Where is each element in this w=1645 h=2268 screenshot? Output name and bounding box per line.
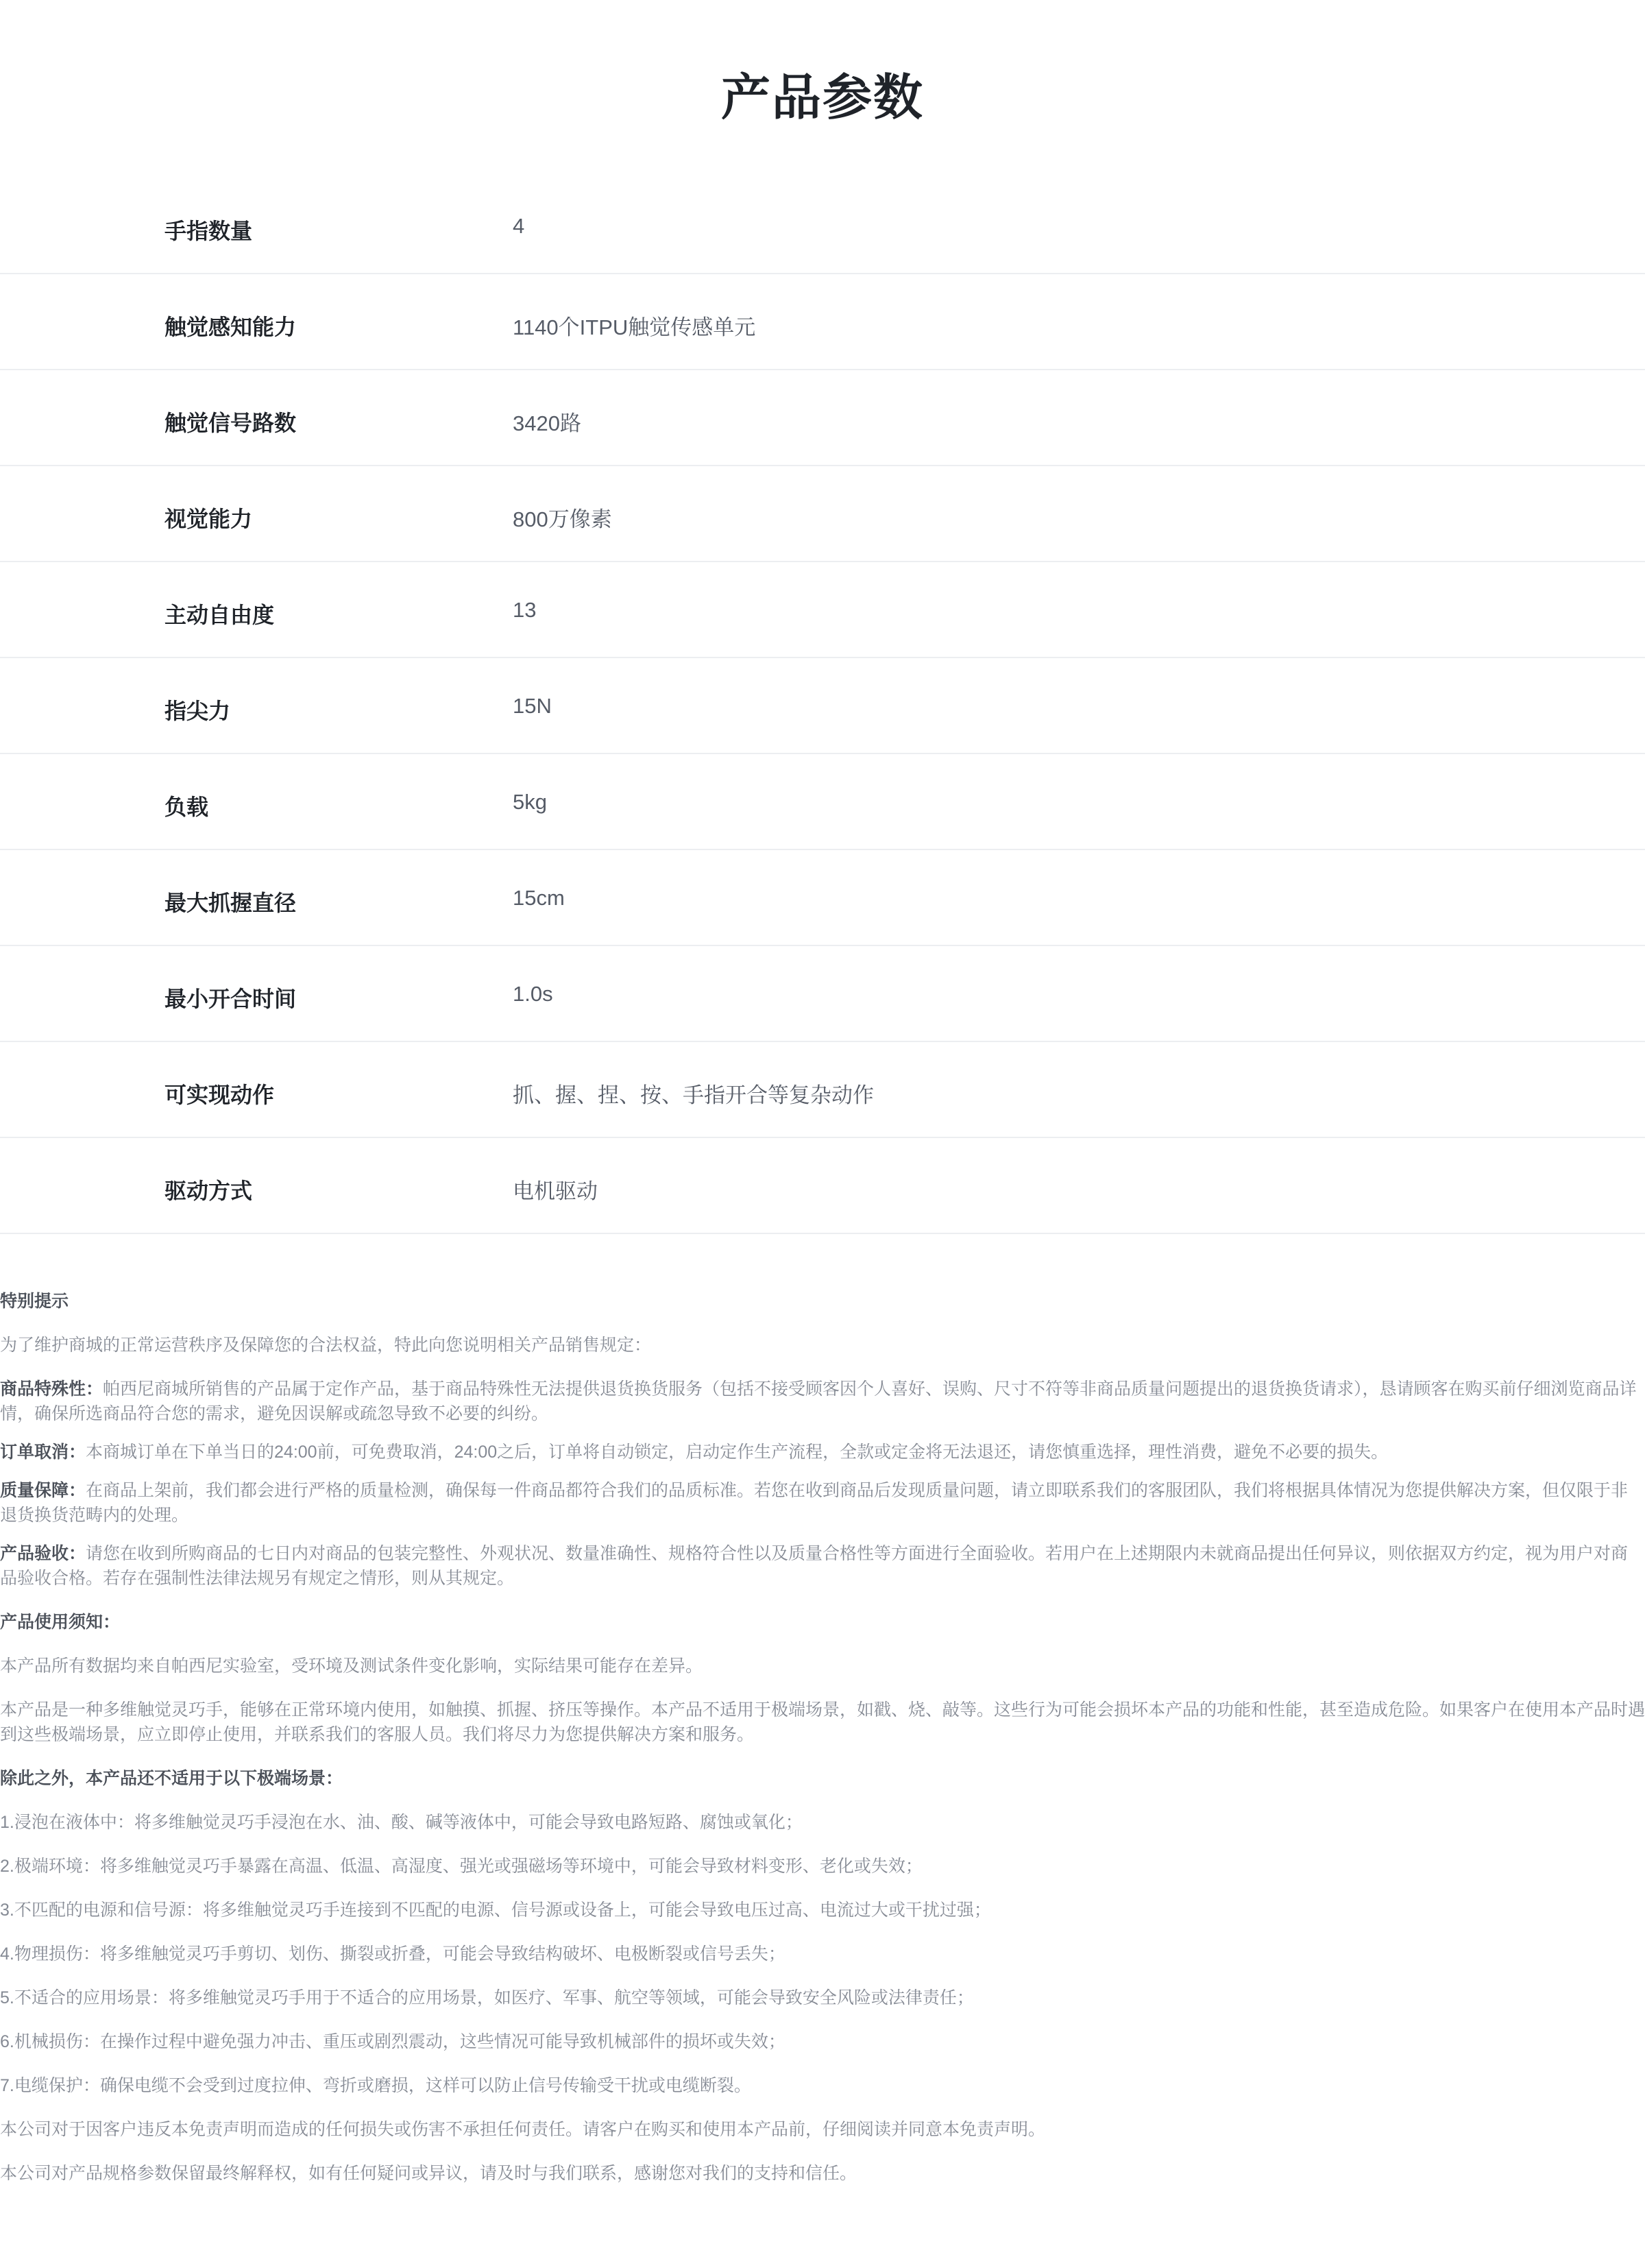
spec-row bbox=[0, 466, 1645, 562]
spec-value: 15N bbox=[513, 694, 552, 718]
clause-text: 请您在收到所购商品的七日内对商品的包装完整性、外观状况、数量准确性、规格符合性以及质量合格性等方面进行全面验收。若用户在上述期限内未就商品提出任何异议，则依据双方约定，视为用户对商品验收合格。若存在强制性法律法规另有规定之情形，则从其规定。 bbox=[0, 1544, 1629, 1588]
spec-label: 驱动方式 bbox=[164, 1179, 253, 1203]
spec-value: 4 bbox=[513, 214, 525, 238]
clause-term: 订单取消： bbox=[0, 1443, 86, 1462]
extreme-item: 3.不匹配的电源和信号源：将多维触觉灵巧手连接到不匹配的电源、信号源或设备上，可能会导致电压过高、电流过大或干扰过强； bbox=[0, 1901, 991, 1920]
notice-intro: 为了维护商城的正常运营秩序及保障您的合法权益，特此向您说明相关产品销售规定： bbox=[0, 1336, 652, 1355]
spec-label: 视觉能力 bbox=[164, 507, 253, 531]
spec-label: 最大抓握直径 bbox=[164, 891, 297, 915]
spec-label: 手指数量 bbox=[164, 219, 253, 243]
spec-value: 13 bbox=[513, 598, 537, 622]
notice-section bbox=[0, 1289, 1645, 2186]
spec-label: 负载 bbox=[164, 795, 209, 819]
clause-quality bbox=[0, 1478, 1645, 1528]
clause-term: 产品验收： bbox=[0, 1544, 86, 1563]
spec-label: 主动自由度 bbox=[164, 603, 275, 627]
spec-label: 指尖力 bbox=[164, 699, 231, 723]
spec-value: 800万像素 bbox=[513, 507, 612, 531]
extreme-heading: 除此之外，本产品还不适用于以下极端场景： bbox=[0, 1769, 343, 1788]
spec-value: 电机驱动 bbox=[513, 1179, 598, 1203]
clause-text: 在商品上架前，我们都会进行严格的质量检测，确保每一件商品都符合我们的品质标准。若您在收到商品后发现质量问题，请立即联系我们的客服团队，我们将根据具体情况为您提供解决方案，但仅限于非退货换货范畴内的处理。 bbox=[0, 1481, 1629, 1525]
clause-term: 质量保障： bbox=[0, 1481, 86, 1500]
spec-row bbox=[0, 274, 1645, 370]
notice-heading: 特别提示 bbox=[0, 1292, 69, 1311]
clause-acceptance bbox=[0, 1541, 1645, 1591]
spec-row bbox=[0, 370, 1645, 466]
spec-label: 触觉感知能力 bbox=[164, 315, 297, 339]
spec-row bbox=[0, 562, 1645, 658]
extreme-item: 7.电缆保护：确保电缆不会受到过度拉伸、弯折或磨损，这样可以防止信号传输受干扰或电缆断裂。 bbox=[0, 2076, 751, 2095]
spec-row bbox=[0, 850, 1645, 946]
page-title: 产品参数 bbox=[720, 71, 924, 125]
spec-label: 可实现动作 bbox=[164, 1083, 275, 1107]
extreme-item: 6.机械损伤：在操作过程中避免强力冲击、重压或剧烈震动，这些情况可能导致机械部件的损坏或失效； bbox=[0, 2032, 785, 2051]
spec-row bbox=[0, 754, 1645, 850]
spec-label: 触觉信号路数 bbox=[164, 411, 297, 435]
clause-text: 本商城订单在下单当日的24:00前，可免费取消，24:00之后，订单将自动锁定，启动定作生产流程，全款或定金将无法退还，请您慎重选择，理性消费，避免不必要的损失。 bbox=[86, 1443, 1389, 1462]
spec-row bbox=[0, 658, 1645, 754]
usage-paragraph: 本产品是一种多维触觉灵巧手，能够在正常环境内使用，如触摸、抓握、挤压等操作。本产品不适用于极端场景，如戳、烧、敲等。这些行为可能会损坏本产品的功能和性能，甚至造成危险。如果客户在使用本产品时遇到这些极端场景，应立即停止使用，并联系我们的客服人员。我们将尽力为您提供解决方案和服务。 bbox=[0, 1700, 1645, 1744]
spec-value: 1140个ITPU触觉传感单元 bbox=[513, 315, 756, 339]
spec-row bbox=[0, 1042, 1645, 1138]
closing-paragraph: 本公司对于因客户违反本免责声明而造成的任何损失或伤害不承担任何责任。请客户在购买和使用本产品前，仔细阅读并同意本免责声明。 bbox=[0, 2120, 1046, 2139]
extreme-item: 5.不适合的应用场景：将多维触觉灵巧手用于不适合的应用场景，如医疗、军事、航空等领域，可能会导致安全风险或法律责任； bbox=[0, 1988, 974, 2007]
spec-row bbox=[0, 1138, 1645, 1234]
spec-label: 最小开合时间 bbox=[164, 987, 297, 1011]
spec-value: 抓、握、捏、按、手指开合等复杂动作 bbox=[513, 1083, 874, 1107]
spec-value: 5kg bbox=[513, 790, 547, 814]
extreme-item: 1.浸泡在液体中：将多维触觉灵巧手浸泡在水、油、酸、碱等液体中，可能会导致电路短路、腐蚀或氧化； bbox=[0, 1813, 803, 1832]
closing-paragraph: 本公司对产品规格参数保留最终解释权，如有任何疑问或异议，请及时与我们联系，感谢您对我们的支持和信任。 bbox=[0, 2164, 857, 2183]
clause-product-nature bbox=[0, 1377, 1645, 1426]
clause-order-cancel bbox=[0, 1440, 1645, 1464]
spec-table bbox=[0, 178, 1645, 1234]
usage-paragraph: 本产品所有数据均来自帕西尼实验室，受环境及测试条件变化影响，实际结果可能存在差异。 bbox=[0, 1656, 703, 1676]
spec-value: 3420路 bbox=[513, 411, 581, 435]
spec-value: 1.0s bbox=[513, 982, 553, 1006]
extreme-item: 4.物理损伤：将多维触觉灵巧手剪切、划伤、撕裂或折叠，可能会导致结构破坏、电极断裂或信号丢失； bbox=[0, 1944, 785, 1964]
usage-heading: 产品使用须知： bbox=[0, 1613, 121, 1632]
clause-term: 商品特殊性： bbox=[0, 1379, 103, 1399]
spec-value: 15cm bbox=[513, 886, 565, 910]
extreme-item: 2.极端环境：将多维触觉灵巧手暴露在高温、低温、高湿度、强光或强磁场等环境中，可能会导致材料变形、老化或失效； bbox=[0, 1857, 923, 1876]
spec-row bbox=[0, 946, 1645, 1042]
spec-row bbox=[0, 178, 1645, 274]
clause-text: 帕西尼商城所销售的产品属于定作产品，基于商品特殊性无法提供退货换货服务（包括不接受顾客因个人喜好、误购、尺寸不符等非商品质量问题提出的退货换货请求），恳请顾客在购买前仔细浏览商品详情，确保所选商品符合您的需求，避免因误解或疏忽导致不必要的纠纷。 bbox=[0, 1379, 1637, 1423]
